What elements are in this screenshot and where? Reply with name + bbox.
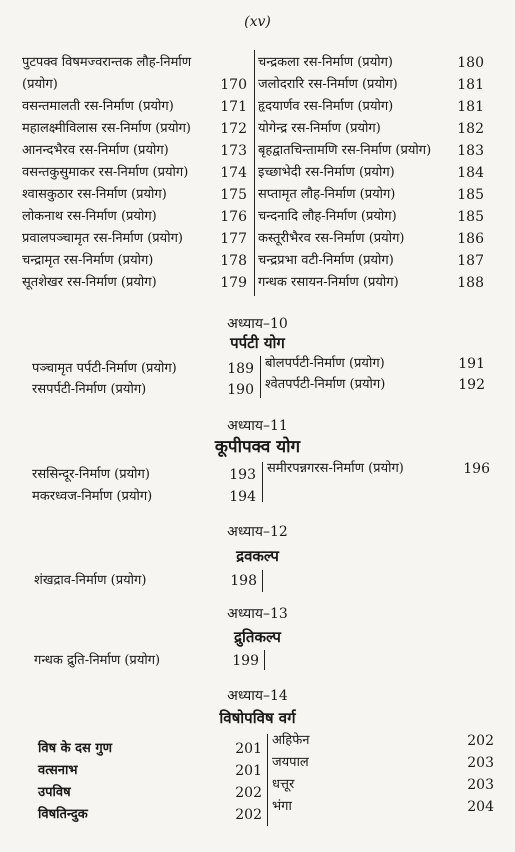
toc-entry-text: रससिन्दूर-निर्माण (प्रयोग) <box>32 467 150 482</box>
toc-entry-text: रसपर्पटी-निर्माण (प्रयोग) <box>32 382 147 397</box>
toc-entry-text: धत्तूर <box>272 777 295 792</box>
toc-entry-text: लोकनाथ रस-निर्माण (प्रयोग) <box>22 209 157 224</box>
toc-entry-page: 184 <box>457 165 484 181</box>
toc-entry-page: 178 <box>220 253 247 269</box>
toc-entry-page: 173 <box>220 143 247 159</box>
toc-entry-text: वसन्तकुसुमाकर रस-निर्माण (प्रयोग) <box>22 165 189 180</box>
toc-entry-page: 202 <box>235 785 262 801</box>
toc-entry-page: 193 <box>229 467 256 483</box>
toc-entry-text: इच्छाभेदी रस-निर्माण (प्रयोग) <box>258 165 395 180</box>
toc-entry-page: 192 <box>458 377 485 393</box>
toc-entry-text: श्वासकुठार रस-निर्माण (प्रयोग) <box>22 187 167 202</box>
toc-entry-text: महालक्ष्मीविलास रस-निर्माण (प्रयोग) <box>22 121 191 136</box>
chapter-11-label: अध्याय–11 <box>227 418 288 434</box>
toc-entry-text: गन्धक द्रुति-निर्माण (प्रयोग) <box>34 653 161 668</box>
toc-entry-page: 191 <box>458 356 485 372</box>
toc-entry-text: गन्धक रसायन-निर्माण (प्रयोग) <box>258 275 399 290</box>
toc-entry-page: 188 <box>457 275 484 291</box>
toc-entry-page: 199 <box>232 653 259 669</box>
chapter-12-label: अध्याय–12 <box>227 524 288 540</box>
toc-entry-text: कस्तूरीभैरव रस-निर्माण (प्रयोग) <box>258 231 405 246</box>
toc-entry-text: जलोदरारि रस-निर्माण (प्रयोग) <box>258 77 398 92</box>
toc-entry-text: अहिफेन <box>272 733 310 748</box>
toc-entry-page: 201 <box>235 741 262 757</box>
toc-entry-page: 190 <box>227 382 254 398</box>
toc-entry-text: वत्सनाभ <box>38 763 78 778</box>
toc-entry-page: 185 <box>457 209 484 225</box>
chapter-10-label: अध्याय–10 <box>227 316 288 332</box>
toc-entry-text: (प्रयोग) <box>22 77 58 92</box>
toc-entry-text: श्वेतपर्पटी-निर्माण (प्रयोग) <box>265 377 386 392</box>
toc-entry-text: चन्द्रामृत रस-निर्माण (प्रयोग) <box>22 253 154 268</box>
toc-entry-text: हृदयार्णव रस-निर्माण (प्रयोग) <box>258 99 394 114</box>
chapter-14-title: विषोपविष वर्ग <box>219 709 296 727</box>
toc-entry-page: 189 <box>227 361 254 377</box>
column-divider <box>262 462 263 502</box>
toc-entry-page: 171 <box>220 99 247 115</box>
toc-entry-text: मकरध्वज-निर्माण (प्रयोग) <box>32 489 153 504</box>
column-divider <box>254 50 255 296</box>
toc-entry-text: योगेन्द्र रस-निर्माण (प्रयोग) <box>258 121 381 136</box>
column-divider <box>264 650 265 670</box>
toc-entry-page: 186 <box>457 231 484 247</box>
toc-entry-page: 181 <box>457 99 484 115</box>
toc-entry-text: सप्तामृत लौह-निर्माण (प्रयोग) <box>258 187 396 202</box>
toc-entry-page: 176 <box>220 209 247 225</box>
toc-entry-page: 202 <box>235 807 262 823</box>
toc-entry-page: 185 <box>457 187 484 203</box>
toc-entry-page: 194 <box>229 489 256 505</box>
toc-entry-text: आनन्दभैरव रस-निर्माण (प्रयोग) <box>22 143 169 158</box>
toc-entry-text: जयपाल <box>272 755 309 770</box>
toc-entry-text: बृहद्वातचिन्तामणि रस-निर्माण (प्रयोग) <box>258 143 432 158</box>
toc-entry-page: 182 <box>457 121 484 137</box>
toc-entry-text: पुटपक्व विषमज्वरान्तक लौह-निर्माण <box>22 55 192 70</box>
toc-entry-page: 203 <box>467 777 494 793</box>
toc-entry-text: भंगा <box>272 799 292 814</box>
toc-entry-page: 183 <box>457 143 484 159</box>
toc-entry-page: 177 <box>220 231 247 247</box>
toc-entry-page: 202 <box>467 733 494 749</box>
toc-entry-text: बोलपर्पटी-निर्माण (प्रयोग) <box>265 356 385 371</box>
toc-entry-text: चन्दनादि लौह-निर्माण (प्रयोग) <box>258 209 397 224</box>
toc-entry-page: 170 <box>220 77 247 93</box>
chapter-10-title: पर्पटी योग <box>230 334 285 352</box>
page-number: (xv) <box>244 14 271 30</box>
toc-entry-text: विष के दस गुण <box>38 741 113 756</box>
toc-entry-page: 198 <box>230 573 257 589</box>
toc-entry-text: चन्द्रप्रभा वटी-निर्माण (प्रयोग) <box>258 253 394 268</box>
toc-entry-text: समीरपन्नगरस-निर्माण (प्रयोग) <box>267 461 404 476</box>
toc-entry-text: वसन्तमालती रस-निर्माण (प्रयोग) <box>22 99 174 114</box>
toc-entry-page: 175 <box>220 187 247 203</box>
chapter-11-title: कूपीपक्व योग <box>214 437 301 457</box>
toc-entry-page: 203 <box>467 755 494 771</box>
column-divider <box>262 570 263 592</box>
toc-entry-text: पञ्चामृत पर्पटी-निर्माण (प्रयोग) <box>32 361 177 376</box>
toc-entry-text: प्रवालपञ्चामृत रस-निर्माण (प्रयोग) <box>22 231 183 246</box>
toc-entry-page: 196 <box>463 461 490 477</box>
column-divider <box>260 356 261 398</box>
chapter-14-label: अध्याय–14 <box>227 688 288 704</box>
toc-entry-page: 201 <box>235 763 262 779</box>
toc-entry-text: विषतिन्दुक <box>38 807 88 822</box>
toc-entry-page: 187 <box>457 253 484 269</box>
toc-entry-page: 181 <box>457 77 484 93</box>
toc-entry-page: 180 <box>457 55 484 71</box>
toc-entry-text: उपविष <box>38 785 71 800</box>
column-divider <box>267 734 268 826</box>
chapter-13-title: द्रुतिकल्प <box>234 628 281 646</box>
toc-entry-page: 204 <box>467 799 494 815</box>
chapter-13-label: अध्याय–13 <box>227 606 288 622</box>
chapter-12-title: द्रवकल्प <box>236 547 279 565</box>
toc-entry-page: 174 <box>220 165 247 181</box>
toc-entry-page: 172 <box>220 121 247 137</box>
toc-entry-page: 179 <box>220 275 247 291</box>
toc-entry-text: शंखद्राव-निर्माण (प्रयोग) <box>34 573 147 588</box>
toc-entry-text: चन्द्रकला रस-निर्माण (प्रयोग) <box>258 55 393 70</box>
toc-entry-text: सूतशेखर रस-निर्माण (प्रयोग) <box>22 275 157 290</box>
